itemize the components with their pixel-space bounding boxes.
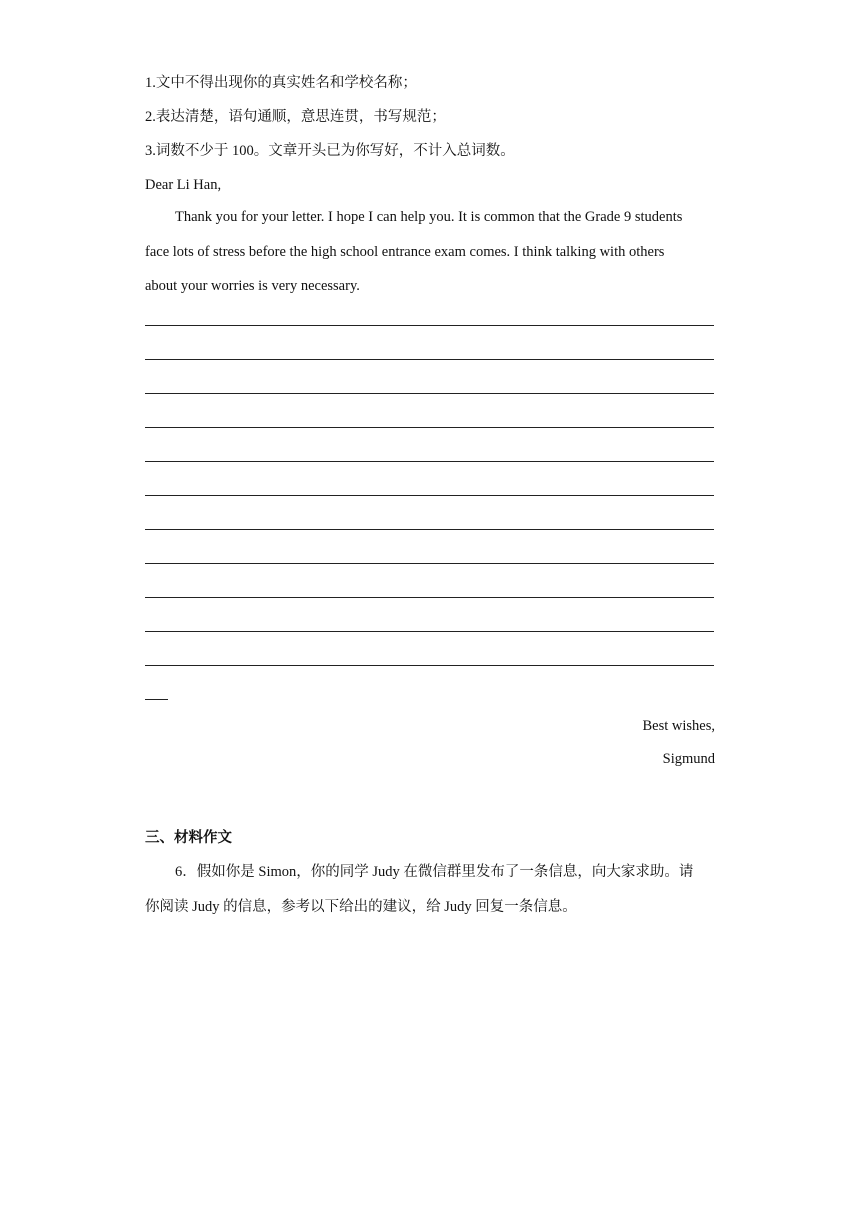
answer-line[interactable]: [145, 461, 714, 462]
answer-line[interactable]: [145, 597, 714, 598]
answer-line[interactable]: [145, 325, 714, 326]
section-heading: 三、材料作文: [145, 830, 232, 846]
answer-line[interactable]: [145, 529, 714, 530]
answer-line[interactable]: [145, 393, 714, 394]
letter-body-line-3: about your worries is very necessary.: [145, 278, 360, 294]
answer-line[interactable]: [145, 563, 714, 564]
letter-body-line-2: face lots of stress before the high school entrance exam comes. I think talking with others: [145, 244, 665, 260]
requirement-3: 3.词数不少于 100。文章开头已为你写好，不计入总词数。: [145, 143, 515, 159]
letter-body-line-1: Thank you for your letter. I hope I can help you. It is common that the Grade 9 students: [175, 209, 683, 225]
answer-line[interactable]: [145, 359, 714, 360]
requirement-2: 2.表达清楚，语句通顺，意思连贯，书写规范；: [145, 109, 446, 125]
letter-signature: Sigmund: [662, 751, 715, 767]
answer-line[interactable]: [145, 427, 714, 428]
answer-line[interactable]: [145, 631, 714, 632]
answer-line[interactable]: [145, 495, 714, 496]
question-line-2: 你阅读 Judy 的信息，参考以下给出的建议，给 Judy 回复一条信息。: [145, 899, 577, 915]
requirement-1: 1.文中不得出现你的真实姓名和学校名称；: [145, 75, 417, 91]
answer-line[interactable]: [145, 665, 714, 666]
question-line-1: 6．假如你是 Simon，你的同学 Judy 在微信群里发布了一条信息，向大家求助。请: [175, 864, 694, 880]
answer-line-end[interactable]: [145, 699, 168, 700]
letter-closing: Best wishes,: [642, 718, 715, 734]
letter-salutation: Dear Li Han,: [145, 177, 222, 193]
